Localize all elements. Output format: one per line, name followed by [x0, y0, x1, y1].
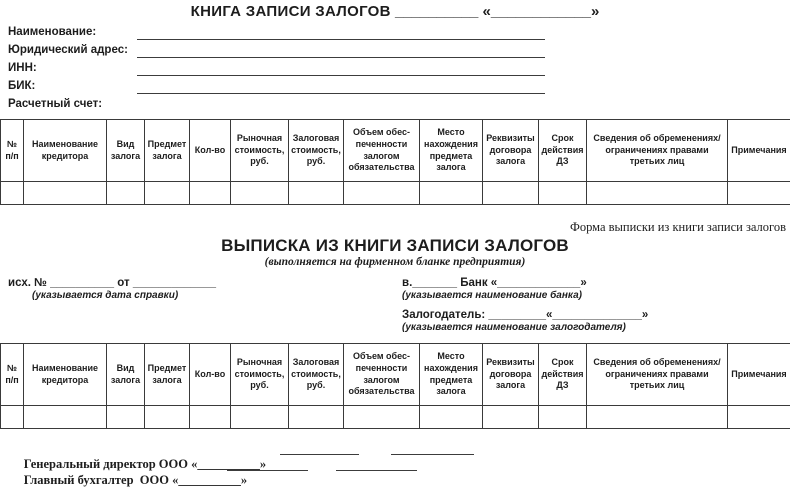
- extract-form-note: Форма выписки из книги записи залогов: [569, 220, 786, 234]
- field-row-bik: [0, 79, 790, 97]
- header-cell-pledge-value: Залоговая стоимость, руб.: [289, 120, 344, 182]
- empty-cell: [344, 406, 420, 429]
- table-empty-row: [1, 182, 790, 205]
- signatures-block: [0, 442, 790, 487]
- bank-pledger-block: [402, 277, 790, 339]
- extract-reference-section: [0, 277, 790, 339]
- empty-cell: [483, 182, 539, 205]
- header-cell-contract-term: Срок действия ДЗ: [539, 120, 587, 182]
- empty-cell: [539, 182, 587, 205]
- chief-accountant-label: Главный бухгалтер ООО «__________»: [23, 473, 248, 487]
- empty-cell: [24, 406, 107, 429]
- signature-row-chief-accountant: [0, 458, 790, 487]
- header-cell-contract-details: Реквизиты договора залога: [483, 344, 539, 406]
- pledger-note: (указывается наименование залогодателя): [402, 322, 626, 333]
- table-header-row: [1, 120, 790, 182]
- header-cell-location: Место нахождения предмета залога: [420, 344, 483, 406]
- empty-cell: [107, 182, 145, 205]
- signature-name-line: [391, 454, 474, 455]
- header-cell-contract-details: Реквизиты договора залога: [483, 120, 539, 182]
- empty-cell: [1, 406, 24, 429]
- field-label-settlement-account: Расчетный счет:: [8, 98, 103, 110]
- empty-cell: [483, 406, 539, 429]
- header-cell-quantity: Кол-во: [190, 120, 231, 182]
- header-cell-market-value: Рыночная стоимость, руб.: [231, 120, 289, 182]
- table-header-row: [1, 344, 790, 406]
- header-cell-number: № п/п: [1, 344, 24, 406]
- field-label-bik: БИК:: [8, 80, 36, 92]
- empty-cell: [344, 182, 420, 205]
- book-title: КНИГА ЗАПИСИ ЗАЛОГОВ: [190, 3, 391, 20]
- header-cell-pledge-type: Вид залога: [107, 344, 145, 406]
- field-row-inn: [0, 61, 790, 79]
- pledge-book-table: [0, 119, 790, 205]
- header-cell-creditor: Наименование кредитора: [24, 120, 107, 182]
- fill-in-line-inn: [137, 75, 545, 76]
- empty-cell: [190, 406, 231, 429]
- empty-cell: [420, 182, 483, 205]
- header-cell-coverage: Объем обес-печенности залогом обязательства: [344, 120, 420, 182]
- empty-cell: [24, 182, 107, 205]
- header-cell-pledge-value: Залоговая стоимость, руб.: [289, 344, 344, 406]
- bank-note: (указывается наименование банка): [402, 290, 582, 301]
- book-title-row: [0, 3, 790, 20]
- pledger-block: [402, 309, 790, 333]
- empty-cell: [289, 406, 344, 429]
- empty-cell: [289, 182, 344, 205]
- extract-subtitle: (выполняется на фирменном бланке предприятия): [264, 256, 526, 268]
- header-cell-encumbrances: Сведения об обременениях/ ограничениях правами третьих лиц: [587, 120, 728, 182]
- empty-cell: [231, 406, 289, 429]
- extract-table: [0, 343, 790, 429]
- empty-cell: [1, 182, 24, 205]
- organization-requisites: [0, 25, 790, 115]
- empty-cell: [190, 182, 231, 205]
- field-label-name: Наименование:: [8, 26, 97, 38]
- pledger-line: Залогодатель: _________«______________»: [402, 309, 649, 321]
- header-cell-notes: Примечания: [728, 120, 790, 182]
- empty-cell: [107, 406, 145, 429]
- extract-title: ВЫПИСКА ИЗ КНИГИ ЗАПИСИ ЗАЛОГОВ: [221, 236, 569, 255]
- header-cell-location: Место нахождения предмета залога: [420, 120, 483, 182]
- book-title-name-blank: «____________»: [478, 3, 600, 20]
- header-cell-market-value: Рыночная стоимость, руб.: [231, 344, 289, 406]
- outgoing-number-block: [0, 277, 402, 339]
- signature-row-general-director: [0, 442, 790, 471]
- book-title-number-blank: __________: [390, 3, 479, 20]
- general-director-label: Генеральный директор ООО «__________»: [23, 457, 267, 471]
- empty-cell: [145, 406, 190, 429]
- empty-cell: [728, 182, 790, 205]
- header-cell-quantity: Кол-во: [190, 344, 231, 406]
- header-cell-creditor: Наименование кредитора: [24, 344, 107, 406]
- empty-cell: [420, 406, 483, 429]
- bank-line: в._______ Банк «_____________»: [402, 277, 587, 289]
- empty-cell: [728, 406, 790, 429]
- outgoing-number-note: (указывается дата справки): [32, 290, 179, 301]
- header-cell-notes: Примечания: [728, 344, 790, 406]
- fill-in-line-name: [137, 39, 545, 40]
- field-label-legal-address: Юридический адрес:: [8, 44, 128, 56]
- signature-line: [280, 454, 359, 455]
- field-row-name: [0, 25, 790, 43]
- table-empty-row: [1, 406, 790, 429]
- header-cell-coverage: Объем обес-печенности залогом обязательства: [344, 344, 420, 406]
- fill-in-line-legal-address: [137, 57, 545, 58]
- fill-in-line-bik: [137, 93, 545, 94]
- field-row-settlement-account: [0, 97, 790, 115]
- field-label-inn: ИНН:: [8, 62, 37, 74]
- empty-cell: [587, 406, 728, 429]
- outgoing-number-line: исх. № __________ от _____________: [8, 277, 216, 289]
- empty-cell: [231, 182, 289, 205]
- header-cell-encumbrances: Сведения об обременениях/ ограничениях правами третьих лиц: [587, 344, 728, 406]
- header-cell-pledge-type: Вид залога: [107, 120, 145, 182]
- empty-cell: [145, 182, 190, 205]
- signature-name-line: [336, 470, 417, 471]
- header-cell-number: № п/п: [1, 120, 24, 182]
- signature-line: [227, 470, 308, 471]
- header-cell-pledge-subject: Предмет залога: [145, 344, 190, 406]
- empty-cell: [587, 182, 728, 205]
- empty-cell: [539, 406, 587, 429]
- field-row-legal-address: [0, 43, 790, 61]
- header-cell-pledge-subject: Предмет залога: [145, 120, 190, 182]
- header-cell-contract-term: Срок действия ДЗ: [539, 344, 587, 406]
